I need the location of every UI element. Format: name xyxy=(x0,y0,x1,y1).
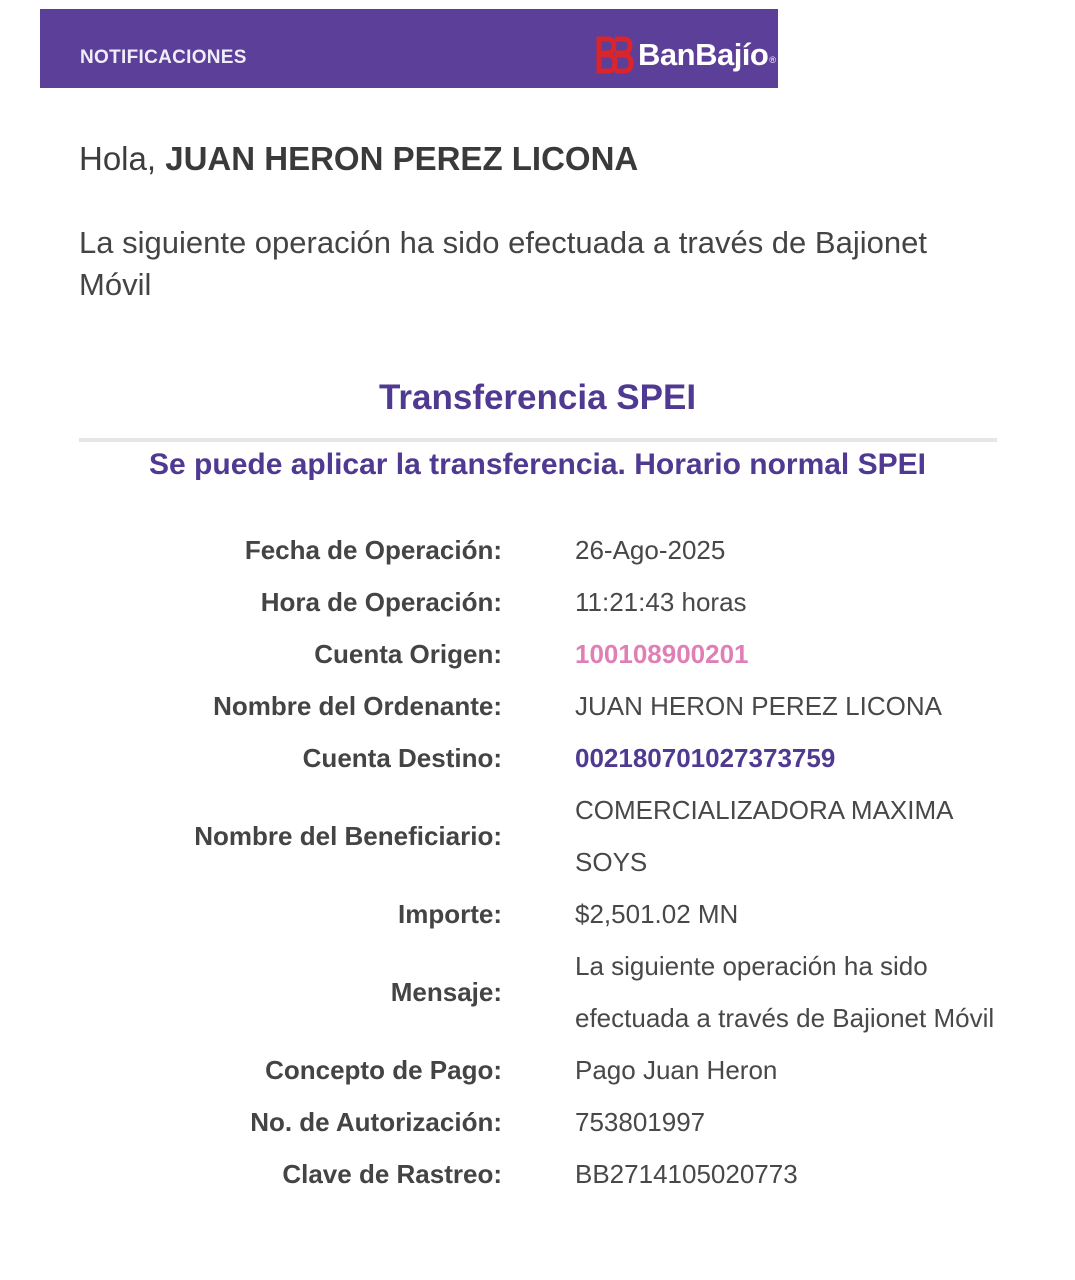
detail-value-cuenta-origen[interactable]: 100108900201 xyxy=(575,639,749,669)
transfer-status: Se puede aplicar la transferencia. Horario normal SPEI xyxy=(149,448,926,481)
detail-value-hora: 11:21:43 horas xyxy=(575,587,747,617)
detail-label: Nombre del Ordenante: xyxy=(213,690,502,721)
detail-label: Mensaje: xyxy=(390,976,502,1007)
greeting-prefix: Hola, xyxy=(79,140,157,177)
detail-label: Nombre del Beneficiario: xyxy=(194,820,502,851)
detail-value-cuenta-destino[interactable]: 002180701027373759 xyxy=(575,743,836,773)
customer-name: JUAN HERON PEREZ LICONA xyxy=(165,140,639,177)
brand-name: BanBajío xyxy=(638,37,769,72)
detail-value-autorizacion: 753801997 xyxy=(575,1107,706,1137)
detail-value-importe: $2,501.02 MN xyxy=(575,899,739,929)
greeting xyxy=(79,140,638,178)
detail-label: Importe: xyxy=(398,898,502,929)
detail-value-mensaje: La siguiente operación ha sido efectuada a través de Bajionet Móvil xyxy=(575,951,995,1033)
detail-row-mensaje xyxy=(0,940,1075,1044)
divider xyxy=(79,438,997,442)
notification-header xyxy=(40,9,778,88)
detail-label: Clave de Rastreo: xyxy=(282,1158,502,1189)
detail-row-importe xyxy=(0,888,1075,940)
detail-label: Fecha de Operación: xyxy=(244,534,502,565)
detail-label: Concepto de Pago: xyxy=(265,1054,502,1085)
detail-row-concepto xyxy=(0,1044,1075,1096)
detail-row-cuenta-origen xyxy=(0,628,1075,680)
banbajio-logo-icon xyxy=(594,35,636,75)
detail-row-hora xyxy=(0,576,1075,628)
detail-value-concepto: Pago Juan Heron xyxy=(575,1055,778,1085)
detail-value-rastreo: BB2714105020773 xyxy=(575,1159,798,1189)
banbajio-logo xyxy=(594,35,776,75)
detail-label: Cuenta Destino: xyxy=(302,742,502,773)
detail-row-autorizacion xyxy=(0,1096,1075,1148)
intro-text: La siguiente operación ha sido efectuada a través de Bajionet Móvil xyxy=(79,225,927,302)
detail-row-beneficiario xyxy=(0,784,1075,888)
detail-label: Cuenta Origen: xyxy=(314,638,502,669)
detail-label: No. de Autorización: xyxy=(250,1106,502,1137)
detail-value-ordenante: JUAN HERON PEREZ LICONA xyxy=(575,691,942,721)
section-title: Transferencia SPEI xyxy=(378,378,697,417)
detail-label: Hora de Operación: xyxy=(260,586,502,617)
detail-row-fecha xyxy=(0,524,1075,576)
detail-value-beneficiario: COMERCIALIZADORA MAXIMA SOYS xyxy=(575,795,953,877)
registered-mark: ® xyxy=(769,55,776,65)
detail-row-cuenta-destino xyxy=(0,732,1075,784)
detail-row-ordenante xyxy=(0,680,1075,732)
detail-value-fecha: 26-Ago-2025 xyxy=(575,535,726,565)
operation-details xyxy=(0,524,1075,1200)
header-title: NOTIFICACIONES xyxy=(80,47,247,68)
detail-row-rastreo xyxy=(0,1148,1075,1200)
